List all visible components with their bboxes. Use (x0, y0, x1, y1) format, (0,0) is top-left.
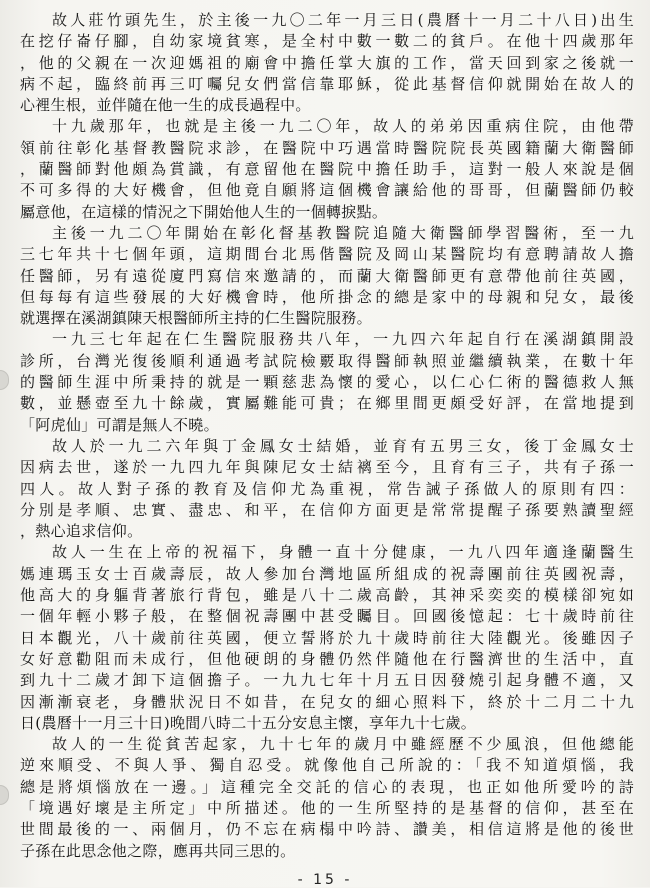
text-line: 一九三七年起在仁生醫院服務共八年，一九四六年起自行在溪湖鎮開設 (52, 330, 634, 349)
paragraph (20, 734, 634, 862)
document-body (20, 10, 634, 862)
text-line: 子孫在此思念他之際，應再共同三思的。 (20, 841, 296, 860)
text-line: 但每每有這些發展的大好機會時，他所掛念的總是家中的母親和兒女，最後 (20, 287, 634, 306)
text-line: 日本觀光，八十歲前往英國，便立誓將於九十歲時前往大陸觀光。後雖因子 (20, 628, 634, 647)
text-line: 逆來順受、不與人爭、獨自忍受。就像他自己所說的：「我不知道煩惱，我 (20, 756, 634, 775)
text-line: 心裡生根，並伴隨在他一生的成長過程中。 (20, 96, 311, 115)
text-line: 到九十二歲才卸下這個擔子。一九九七年十月五日因發燒引起身體不適，又 (20, 671, 634, 690)
text-line: 病不起，臨終前再三叮囑兒女們當信靠耶穌，從此基督信仰就開始在故人的 (20, 74, 634, 93)
text-line: ，熱心追求信仰。 (20, 522, 143, 541)
punch-hole-mark (0, 370, 9, 390)
text-line: 故人一生在上帝的祝福下，身體一直十分健康，一九八四年適逢蘭醫生 (52, 543, 634, 562)
text-line: 媽連瑪玉女士百歲壽辰，故人參加台灣地區所組成的祝壽團前往英國祝壽， (20, 564, 634, 583)
paragraph (20, 436, 634, 542)
text-line: 診所，台灣光復後順利通過考試院檢覈取得醫師執照並繼續執業，在數十年 (20, 351, 634, 370)
paragraph (20, 10, 634, 116)
text-line: 主後一九二〇年開始在彰化督基教醫院追隨大衛醫師學習醫術，至一九 (52, 223, 634, 242)
text-line: 在挖仔崙仔腳，自幼家境貧寒，是全村中數一數二的貧戶。在他十四歲那年 (20, 32, 634, 51)
text-line: 一個年輕小夥子般，在整個祝壽團中甚受矚目。回國後憶起：七十歲時前往 (20, 607, 634, 626)
text-line: 「阿虎仙」可謂是無人不曉。 (20, 415, 219, 434)
text-line: 就選擇在溪湖鎮陳天根醫師所主持的仁生醫院服務。 (20, 309, 372, 328)
text-line: 故人莊竹頭先生，於主後一九〇二年一月三日(農曆十一月二十八日)出生 (52, 11, 634, 29)
text-line: 不可多得的大好機會，但他竟自願將這個機會讓給他的哥哥，但蘭醫師仍較 (20, 181, 634, 200)
text-line: ，蘭醫師對他頗為賞識，有意留他在醫院中擔任助手，這對一般人來說是個 (20, 160, 634, 179)
text-line: 世間最後的一、兩個月，仍不忘在病榻中吟詩、讚美，相信這將是他的後世 (20, 820, 634, 839)
text-line: 屬意他，在這樣的情況之下開始他人生的一個轉捩點。 (20, 202, 388, 221)
text-line: ，他的父親在一次迎媽祖的廟會中擔任掌大旗的工作，當天回到家之後就一 (20, 53, 634, 72)
paragraph (20, 542, 634, 734)
text-line: 的醫師生涯中所秉持的就是一顆慈悲為懷的愛心，以仁心仁術的醫德救人無 (20, 373, 634, 392)
text-line: 分別是孝順、忠實、盡忠、和平，在信仰方面更是常常提醒子孫要熟讀聖經 (20, 500, 634, 519)
text-line: 任醫師，另有遠從廈門寫信來邀請的，而蘭大衛醫師更有意帶他前往英國， (20, 266, 634, 285)
text-line: 因漸漸衰老，身體狀況日不如昔，在兒女的細心照料下，終於十二月二十九 (20, 692, 634, 711)
text-line: 因病去世，遂於一九四九年與陳尼女士結褵至今，且育有三子，共有子孫一 (20, 458, 634, 477)
text-line: 女好意勸阻而未成行，但他硬朗的身體仍然伴隨他在行醫濟世的生活中，直 (20, 649, 634, 668)
text-line: 日(農曆十一月三十日)晚間八時二十五分安息主懷，享年九十七歲。 (20, 713, 477, 732)
text-line: 故人於一九二六年與丁金鳳女士結婚，並育有五男三女，後丁金鳳女士 (52, 436, 634, 455)
paragraph (20, 223, 634, 329)
text-line: 三七年共十七個年頭，這期間台北馬偕醫院及岡山某醫院均有意聘請故人擔 (20, 245, 634, 264)
paragraph (20, 116, 634, 222)
text-line: 他高大的身軀背著旅行背包，雖是八十二歲高齡，其神采奕奕的模樣卻宛如 (20, 586, 634, 605)
page-number: - 15 - (297, 872, 353, 888)
text-line: 領前往彰化基督教醫院求診，在醫院中巧遇當時醫院院長英國籍蘭大衛醫師 (20, 138, 634, 157)
paragraph (20, 329, 634, 435)
text-line: 四人。故人對子孫的教育及信仰尤為重視，常告誡子孫做人的原則有四： (20, 479, 634, 498)
punch-hole-mark (0, 785, 9, 805)
text-line: 故人的一生從貧苦起家，九十七年的歲月中雖經歷不少風浪，但他總能 (52, 735, 634, 754)
text-line: 十九歲那年，也就是主後一九二〇年，故人的弟弟因重病住院，由他帶 (52, 117, 634, 136)
text-line: 數，並懸壺至九十餘歲，實屬難能可貴；在鄉里間更頗受好評，在當地提到 (20, 394, 634, 413)
text-line: 「境遇好壞是主所定」中所描述。他的一生所堅持的是基督的信仰，甚至在 (20, 798, 634, 817)
text-line: 總是將煩惱放在一邊。」這種完全交託的信心的表現，也正如他所愛吟的詩 (20, 777, 634, 796)
